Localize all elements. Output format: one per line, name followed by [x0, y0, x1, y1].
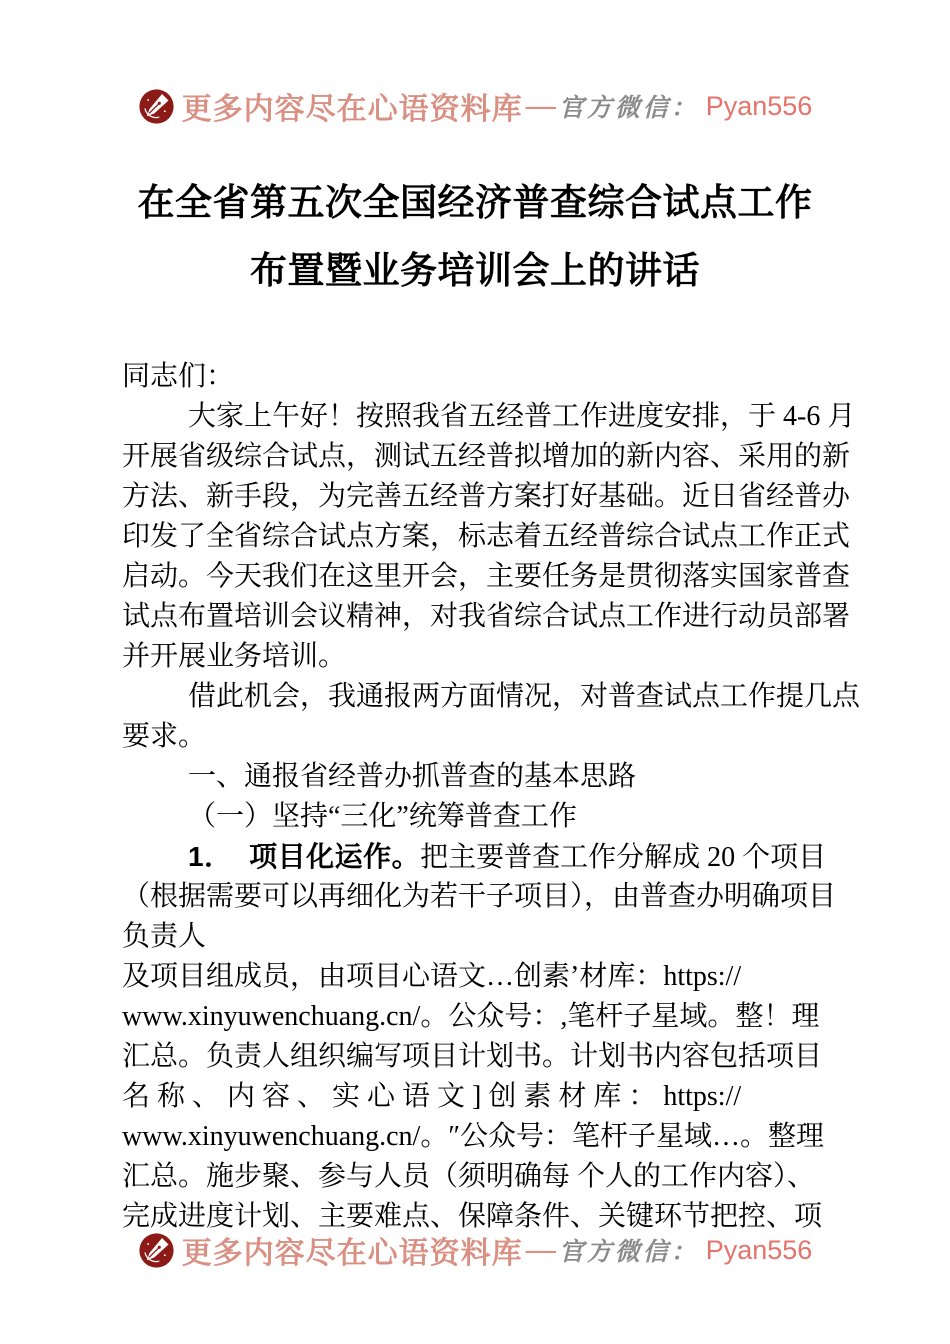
header-watermark — [0, 84, 950, 128]
brand-text: 更多内容尽在心语资料库 — [181, 93, 523, 126]
body-line — [122, 1117, 836, 1157]
body-text-segment: 开展省级综合试点，测试五经普拟增加的新内容、采用的新 — [122, 441, 851, 472]
body-text-segment: 方法、新手段，为完善五经普方案打好基础。近日省经普办 — [122, 481, 851, 512]
body-text-segment: 负责人 — [122, 921, 207, 952]
body-line — [122, 797, 836, 837]
body-line — [122, 757, 836, 797]
body-text-segment: （根据需要可以再细化为若干子项目），由普查办明确项目 — [122, 881, 837, 912]
body-text-segment: 及项目组成员，由项目心语文…创素’材库：https:// — [122, 961, 742, 992]
body-text-segment: 汇总。施步聚、参与人员（须明确每 个人的工作内容）、 — [122, 1161, 816, 1192]
body-text-segment: 同志们： — [122, 361, 235, 392]
body-text-segment: 大家上午好！按照我省五经普工作进度安排，于 4-6 月 — [188, 401, 856, 432]
body-text-segment: 汇总。负责人组织编写项目计划书。计划书内容包括项目 — [122, 1041, 823, 1072]
wechat-id: Pyan556 — [705, 90, 813, 121]
body-text-segment: 完成进度计划、主要难点、保障条件、关键环节把控、项 — [122, 1201, 823, 1232]
body-line — [122, 1037, 836, 1077]
body-line — [122, 877, 836, 917]
wechat-id: Pyan556 — [705, 1234, 813, 1265]
body-line — [122, 837, 836, 877]
body-text-segment: www.xinyuwenchuang.cn/。″公众号：笔杆子星域…。整理 — [122, 1121, 824, 1152]
pen-seal-logo-icon — [138, 88, 175, 125]
body-line — [122, 357, 836, 397]
body-text-segment: 并开展业务培训。 — [122, 641, 347, 672]
body-text-segment: 启动。今天我们在这里开会，主要任务是贯彻落实国家普查 — [122, 561, 851, 592]
body-line — [122, 477, 851, 517]
body-line — [122, 557, 851, 597]
footer-watermark — [0, 1228, 950, 1272]
body-line — [122, 597, 851, 637]
pen-seal-logo-icon — [138, 1232, 175, 1269]
body-text-segment: 名称、内容、实心语文]创素材库： — [122, 1081, 664, 1112]
body-text-segment: 要求。 — [122, 721, 207, 752]
body-line — [122, 637, 836, 677]
title-line-1: 在全省第五次全国经济普查综合试点工作 — [137, 183, 813, 224]
body-line — [122, 1157, 836, 1197]
bold-run-in-heading: 1． 项目化运作。 — [188, 841, 421, 872]
document-title — [0, 170, 950, 306]
wechat-label: 官方微信： — [558, 1239, 699, 1266]
body-line — [122, 1077, 836, 1117]
body-text-segment: 把主要普查工作分解成 20 个项目 — [420, 842, 827, 873]
body-text-segment: 印发了全省综合试点方案，标志着五经普综合试点工作正式 — [122, 521, 851, 552]
body-line — [122, 717, 836, 757]
body-line — [122, 957, 836, 997]
body-text-segment: www.xinyuwenchuang.cn/。公众号：,笔杆子星域。整！理 — [122, 1001, 820, 1032]
brand-dash: — — [525, 1233, 556, 1266]
body-text-segment: https:// — [663, 1081, 742, 1112]
body-text-segment: 借此机会，我通报两方面情况，对普查试点工作提几点 — [188, 681, 861, 712]
body-line — [122, 397, 856, 437]
body-line — [122, 517, 851, 557]
body-text-segment: 试点布置培训会议精神，对我省综合试点工作进行动员部署 — [122, 601, 851, 632]
body-line — [122, 437, 851, 477]
wechat-label: 官方微信： — [558, 95, 699, 122]
body-line — [122, 917, 836, 957]
title-line-2: 布置暨业务培训会上的讲话 — [250, 251, 700, 292]
brand-text: 更多内容尽在心语资料库 — [181, 1237, 523, 1270]
brand-dash: — — [525, 89, 556, 122]
document-body — [122, 357, 861, 1237]
body-text-segment: 一、通报省经普办抓普查的基本思路 — [188, 761, 637, 792]
body-line — [122, 677, 861, 717]
body-line — [122, 997, 836, 1037]
body-text-segment: （一）坚持“三化”统筹普查工作 — [188, 801, 577, 832]
